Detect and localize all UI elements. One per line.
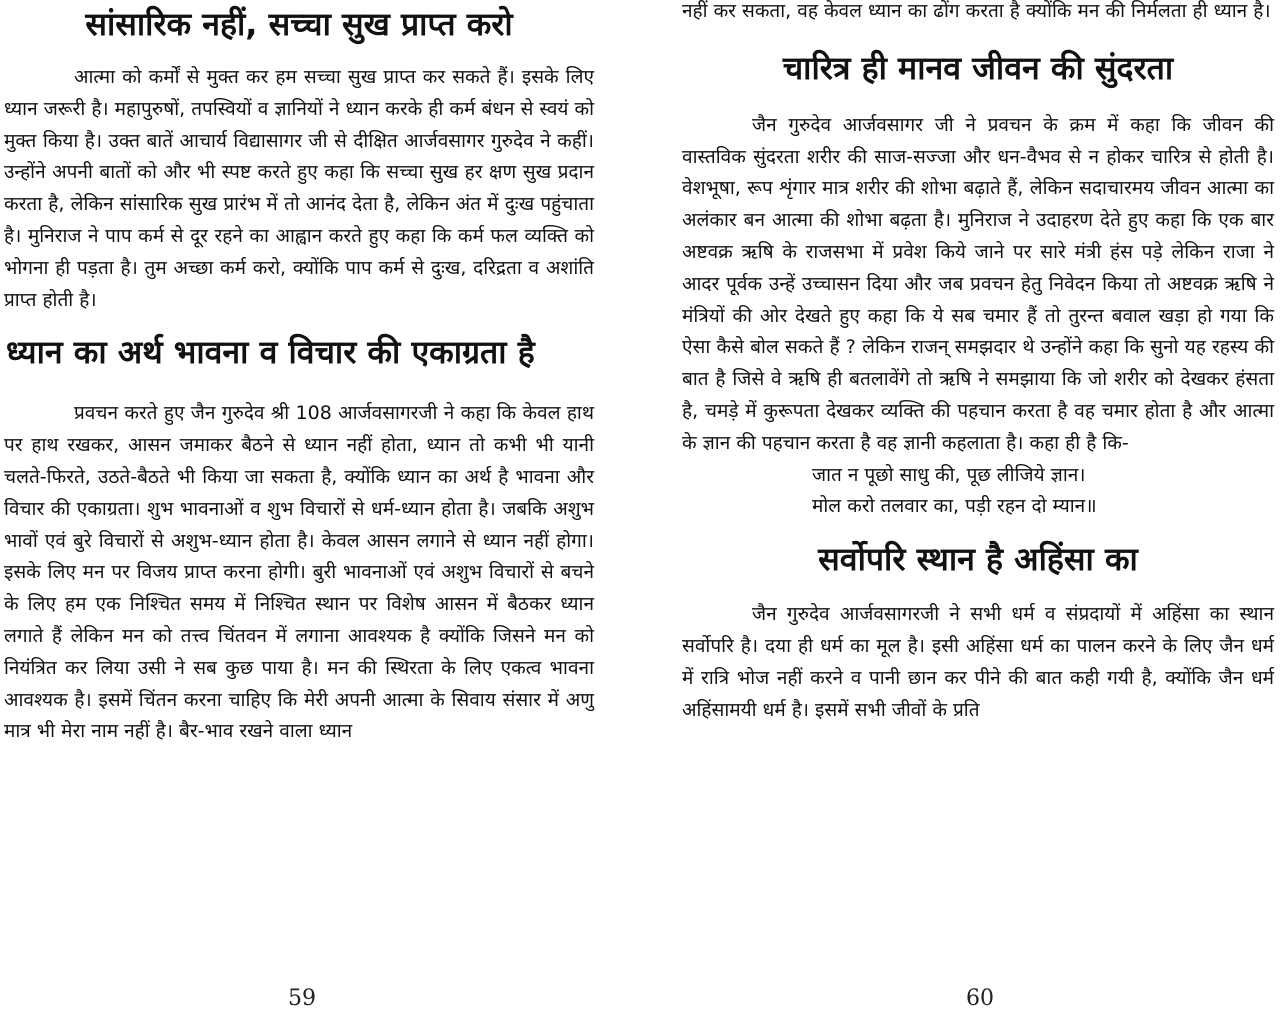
section-heading: चारित्र ही मानव जीवन की सुंदरता	[782, 48, 1174, 87]
verse-line: मोल करो तलवार का, पड़ी रहन दो म्यान॥	[812, 495, 1097, 518]
page-number: 60	[966, 986, 994, 1011]
continuation-paragraph: नहीं कर सकता, वह केवल ध्यान का ढोंग करता है क्योंकि मन की निर्मलता ही ध्यान है।	[682, 0, 1271, 22]
paragraph: जैन गुरुदेव आर्जवसागर जी ने प्रवचन के क्रम में कहा कि जीवन की वास्तविक सुंदरता शरीर की साज-सज्जा और धन-वैभव से न होकर चारित्र से होती है। वेशभूषा, रूप शृंगार मात्र शरीर की शोभा बढ़ाते हैं, लेकिन सदाचारमय जीवन आत्मा का अलंकार बन आत्मा की शोभा बढ़ता है। मुनिराज ने उदाहरण देते हुए कहा कि एक बार अष्टवक्र ऋषि के राजसभा में प्रवेश किये जाने पर सारे मंत्री हंस पड़े लेकिन राजा ने आदर पूर्वक उन्हें उच्चासन दिया और जब प्रवचन हेतु निवेदन किया तो अष्टवक्र ऋषि ने मंत्रियों की ओर देखते हुए कहा कि ये सब चमार हैं तो तुरन्त बवाल खड़ा हो गया कि ऐसा कैसे बोल सकते हैं ? लेकिन राजन् समझदार थे उन्होंने कहा कि सुनो यह रहस्य की बात है जिसे वे ऋषि ही बतलावेंगे तो ऋषि ने समझाया कि जो शरीर को देखकर हंसता है, चमड़े में कुरूपता देखकर व्यक्ति की पहचान करता है वह चमार होता है और आत्मा के ज्ञान की पहचान करता है वह ज्ञानी कहलाता है। कहा ही है कि-	[682, 113, 1274, 454]
section-heading: ध्यान का अर्थ भावना व विचार की एकाग्रता है	[6, 333, 535, 372]
paragraph: प्रवचन करते हुए जैन गुरुदेव श्री 108 आर्जवसागरजी ने कहा कि केवल हाथ पर हाथ रखकर, आसन जमाकर बैठने से ध्यान नहीं होता, ध्यान तो कभी भी यानी चलते-फिरते, उठते-बैठते भी किया जा सकता है, क्योंकि ध्यान का अर्थ है भावना और विचार की एकाग्रता। शुभ भावनाओं व शुभ विचारों से धर्म-ध्यान होता है। जबकि अशुभ भावों एवं बुरे विचारों से अशुभ-ध्यान होता है। केवल आसन लगाने से ध्यान नहीं होगा। इसके लिए मन पर विजय प्राप्त करना होगी। बुरी भावनाओं एवं अशुभ विचारों से बचने के लिए हम एक निश्चित समय में निश्चित स्थान पर विशेष आसन में बैठकर ध्यान लगाते हैं लेकिन मन को तत्त्व चिंतवन में लगाना आवश्यक है क्योंकि जिसने मन को नियंत्रित कर लिया उसी ने सब कुछ पाया है। मन की स्थिरता के लिए एकत्व भावना आवश्यक है। इसमें चिंतन करना चाहिए कि मेरी अपनी आत्मा के सिवाय संसार में अणु मात्र भी मेरा नाम नहीं है। बैर-भाव रखने वाला ध्यान	[4, 402, 594, 743]
paragraph: जैन गुरुदेव आर्जवसागरजी ने सभी धर्म व संप्रदायों में अहिंसा का स्थान सर्वोपरि है। दया ही धर्म का मूल है। इसी अहिंसा धर्म का पालन करने के लिए जैन धर्म में रात्रि भोज नहीं करने व पानी छान कर पीने की बात कही गयी है, क्योंकि जैन धर्म अहिंसामयी धर्म है। इसमें सभी जीवों के प्रति	[682, 603, 1274, 721]
section-heading: सर्वोपरि स्थान है अहिंसा का	[818, 540, 1138, 579]
page-number: 59	[288, 986, 316, 1011]
right-page	[660, 0, 1280, 1013]
section-heading: सांसारिक नहीं, सच्चा सुख प्राप्त करो	[85, 5, 513, 43]
verse-line: जात न पूछो साधु की, पूछ लीजिये ज्ञान।	[812, 463, 1086, 486]
paragraph: आत्मा को कर्मों से मुक्त कर हम सच्चा सुख प्राप्त कर सकते हैं। इसके लिए ध्यान जरूरी है। महापुरुषों, तपस्वियों व ज्ञानियों ने ध्यान करके ही कर्म बंधन से स्वयं को मुक्त किया है। उक्त बातें आचार्य विद्यासागर जी से दीक्षित आर्जवसागर गुरुदेव ने कहीं। उन्होंने अपनी बातों को और भी स्पष्ट करते हुए कहा कि सच्चा सुख हर क्षण सुख प्रदान करता है, लेकिन सांसारिक सुख प्रारंभ में तो आनंद देता है, लेकिन अंत में दुःख पहुंचाता है। मुनिराज ने पाप कर्म से दूर रहने का आह्वान करते हुए कहा कि कर्म फल व्यक्ति को भोगना ही पड़ता है। तुम अच्छा कर्म करो, क्योंकि पाप कर्म से दुःख, दरिद्रता व अशांति प्राप्त होती है।	[4, 66, 594, 311]
left-page	[0, 0, 620, 1013]
